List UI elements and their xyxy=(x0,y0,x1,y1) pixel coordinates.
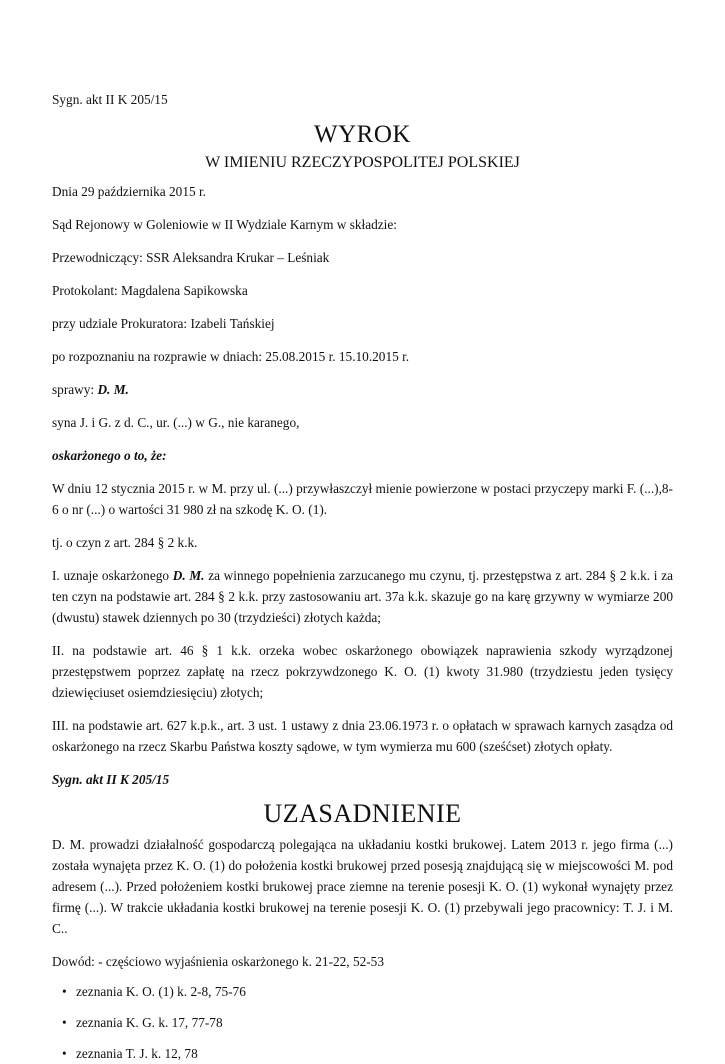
verdict-date: Dnia 29 października 2015 r. xyxy=(52,184,206,199)
court-composition: Sąd Rejonowy w Goleniowie w II Wydziale Karnym w składzie: xyxy=(52,217,397,232)
evidence-item-text: zeznania K. G. k. 17, 77-78 xyxy=(76,1015,223,1030)
case-signature-justification: Sygn. akt II K 205/15 xyxy=(52,772,170,787)
charge-text: W dniu 12 stycznia 2015 r. w M. przy ul. (...) przywłaszczył mienie powierzone w postaci przyczepy marki F. (...),8-6 o nr (...) o wartości 31 980 zł na szkodę K. O. (1). xyxy=(52,481,673,517)
hearing-dates: po rozpoznaniu na rozprawie w dniach: 25.08.2015 r. 15.10.2015 r. xyxy=(52,349,410,364)
verdict-point-2: II. na podstawie art. 46 § 1 k.k. orzeka wobec oskarżonego obowiązek naprawienia szkody wyrządzonej przestępstwem poprzez zapłatę na rzecz pokrzywdzonego K. O. (1) kwoty 31.980 (trzydziestu jeden tysięcy dziewięciuset osiemdziesięciu) złotych; xyxy=(52,643,673,700)
accused-heading: oskarżonego o to, że: xyxy=(52,448,167,463)
defendant-info: syna J. i G. z d. C., ur. (...) w G., nie karanego, xyxy=(52,415,300,430)
evidence-item xyxy=(62,1012,673,1033)
court-clerk: Protokolant: Magdalena Sapikowska xyxy=(52,283,248,298)
verdict-point-3: III. na podstawie art. 627 k.p.k., art. 3 ust. 1 ustawy z dnia 23.06.1973 r. o opłatach w sprawach karnych zasądza od oskarżonego na rzecz Skarbu Państwa koszty sądowe, w tym wymierza mu 600 (sześćset) złotych opłaty. xyxy=(52,718,673,754)
bullet-icon: • xyxy=(62,984,67,999)
verdict-point-1-prefix: I. uznaje oskarżonego xyxy=(52,568,173,583)
bullet-icon: • xyxy=(62,1015,67,1030)
prosecutor: przy udziale Prokuratora: Izabeli Tańskiej xyxy=(52,316,275,331)
verdict-point-1-name: D. M. xyxy=(172,568,205,583)
verdict-point-1-text: za winnego popełnienia zarzucanego mu czynu, tj. przestępstwa z art. 284 § 2 k.k. i za ten czyn na podstawie art. 284 § 2 k.k. przy zastosowaniu art. 37a k.k. skazuje go na karę grzywny w wymiarze 200 (dwustu) stawek dziennych po 30 (trzydzieści) złotych każda; xyxy=(52,568,673,625)
justification-title: UZASADNIENIE xyxy=(263,799,462,828)
evidence-item xyxy=(62,1043,673,1064)
evidence-item-text: zeznania T. J. k. 12, 78 xyxy=(76,1046,198,1061)
evidence-intro: Dowód: - częściowo wyjaśnienia oskarżonego k. 21-22, 52-53 xyxy=(52,954,384,969)
presiding-judge: Przewodniczący: SSR Aleksandra Krukar – Leśniak xyxy=(52,250,330,265)
bullet-icon: • xyxy=(62,1046,67,1061)
case-prefix: sprawy: xyxy=(52,382,98,397)
verdict-subtitle: W IMIENIU RZECZYPOSPOLITEJ POLSKIEJ xyxy=(205,154,520,171)
verdict-point-1 xyxy=(52,565,673,628)
case-line xyxy=(52,379,673,400)
defendant-name: D. M. xyxy=(97,382,129,397)
evidence-item-text: zeznania K. O. (1) k. 2-8, 75-76 xyxy=(76,984,246,999)
justification-body: D. M. prowadzi działalność gospodarczą polegająca na układaniu kostki brukowej. Latem 2013 r. jego firma (...) została wynajęta przez K. O. (1) do położenia kostki brukowej przed posesją znajdującą się w miejscowości M. pod adresem (...). Przed położeniem kostki brukowej prace ziemne na terenie posesji K. O. (1) wykonał wynajęty przez firmę (...). W trakcie układania kostki brukowej na terenie posesji K. O. (1) przebywali jego pracownicy: T. J. i M. C.. xyxy=(52,837,673,936)
case-signature-top: Sygn. akt II K 205/15 xyxy=(52,92,168,107)
evidence-list xyxy=(52,981,673,1064)
verdict-title: WYROK xyxy=(314,121,411,148)
evidence-item xyxy=(62,981,673,1002)
charge-article: tj. o czyn z art. 284 § 2 k.k. xyxy=(52,535,198,550)
